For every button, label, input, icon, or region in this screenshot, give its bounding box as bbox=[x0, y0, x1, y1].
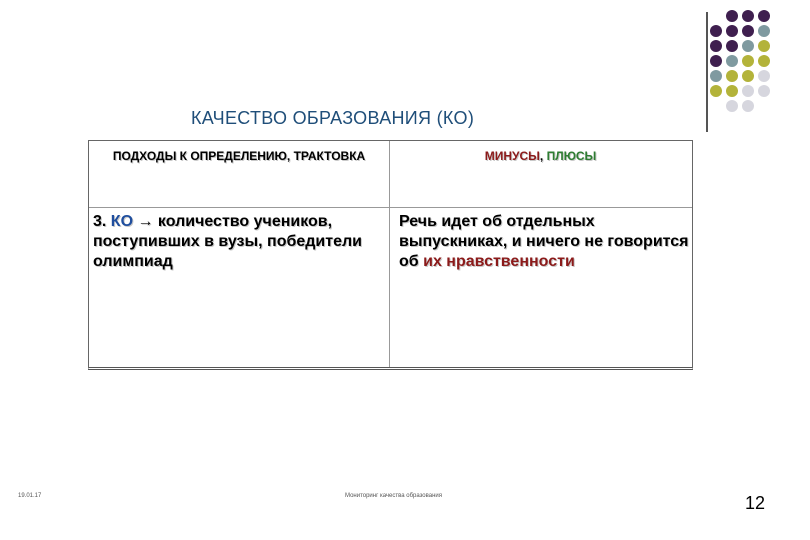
decorative-dot bbox=[758, 10, 770, 22]
assessment-text: Речь идет об отдельных выпускниках, и ничего не говорится об bbox=[399, 213, 689, 270]
decorative-dot bbox=[726, 40, 738, 52]
header-minus: МИНУСЫ bbox=[484, 149, 540, 163]
approach-cell bbox=[93, 212, 383, 272]
decorative-dot-grid bbox=[705, 10, 775, 120]
decorative-dot bbox=[758, 40, 770, 52]
table-row bbox=[89, 208, 692, 368]
decorative-dot bbox=[726, 10, 738, 22]
decorative-dot bbox=[710, 85, 722, 97]
assessment-cell bbox=[399, 212, 693, 272]
header-separator: , bbox=[539, 149, 547, 163]
decorative-dot bbox=[726, 70, 738, 82]
decorative-dot bbox=[726, 85, 738, 97]
decorative-dot bbox=[726, 25, 738, 37]
approach-ko: КО bbox=[110, 213, 134, 230]
header-pros-cons bbox=[389, 149, 692, 164]
approach-text: → количество учеников, поступивших в вузы, победители олимпиад bbox=[93, 213, 362, 270]
slide-title: КАЧЕСТВО ОБРАЗОВАНИЯ (КО) bbox=[191, 108, 475, 128]
decorative-dot bbox=[742, 100, 754, 112]
decorative-dot bbox=[726, 55, 738, 67]
decorative-dot bbox=[742, 25, 754, 37]
approaches-table bbox=[88, 140, 693, 370]
decorative-dot bbox=[710, 25, 722, 37]
header-plus: ПЛЮСЫ bbox=[546, 149, 597, 163]
header-approaches: ПОДХОДЫ К ОПРЕДЕЛЕНИЮ, ТРАКТОВКА bbox=[112, 149, 366, 163]
decorative-dot bbox=[742, 10, 754, 22]
decorative-dot bbox=[742, 85, 754, 97]
decorative-dot bbox=[710, 70, 722, 82]
decorative-dot bbox=[742, 70, 754, 82]
decorative-dot bbox=[758, 70, 770, 82]
decorative-dot bbox=[758, 55, 770, 67]
decorative-dot bbox=[758, 85, 770, 97]
table-header-row bbox=[89, 141, 692, 208]
decorative-dot bbox=[758, 25, 770, 37]
decorative-dot bbox=[742, 40, 754, 52]
decorative-dot bbox=[710, 40, 722, 52]
decorative-dot bbox=[726, 100, 738, 112]
decorative-dot bbox=[710, 55, 722, 67]
footer-date: 19.01.17 bbox=[18, 493, 42, 499]
column-divider bbox=[389, 141, 390, 367]
decorative-dot bbox=[742, 55, 754, 67]
page-number: 12 bbox=[745, 493, 766, 513]
assessment-highlight: их нравственности bbox=[423, 253, 575, 270]
approach-number: 3. bbox=[93, 213, 111, 230]
footer-caption: Мониторинг качества образования bbox=[345, 493, 443, 499]
